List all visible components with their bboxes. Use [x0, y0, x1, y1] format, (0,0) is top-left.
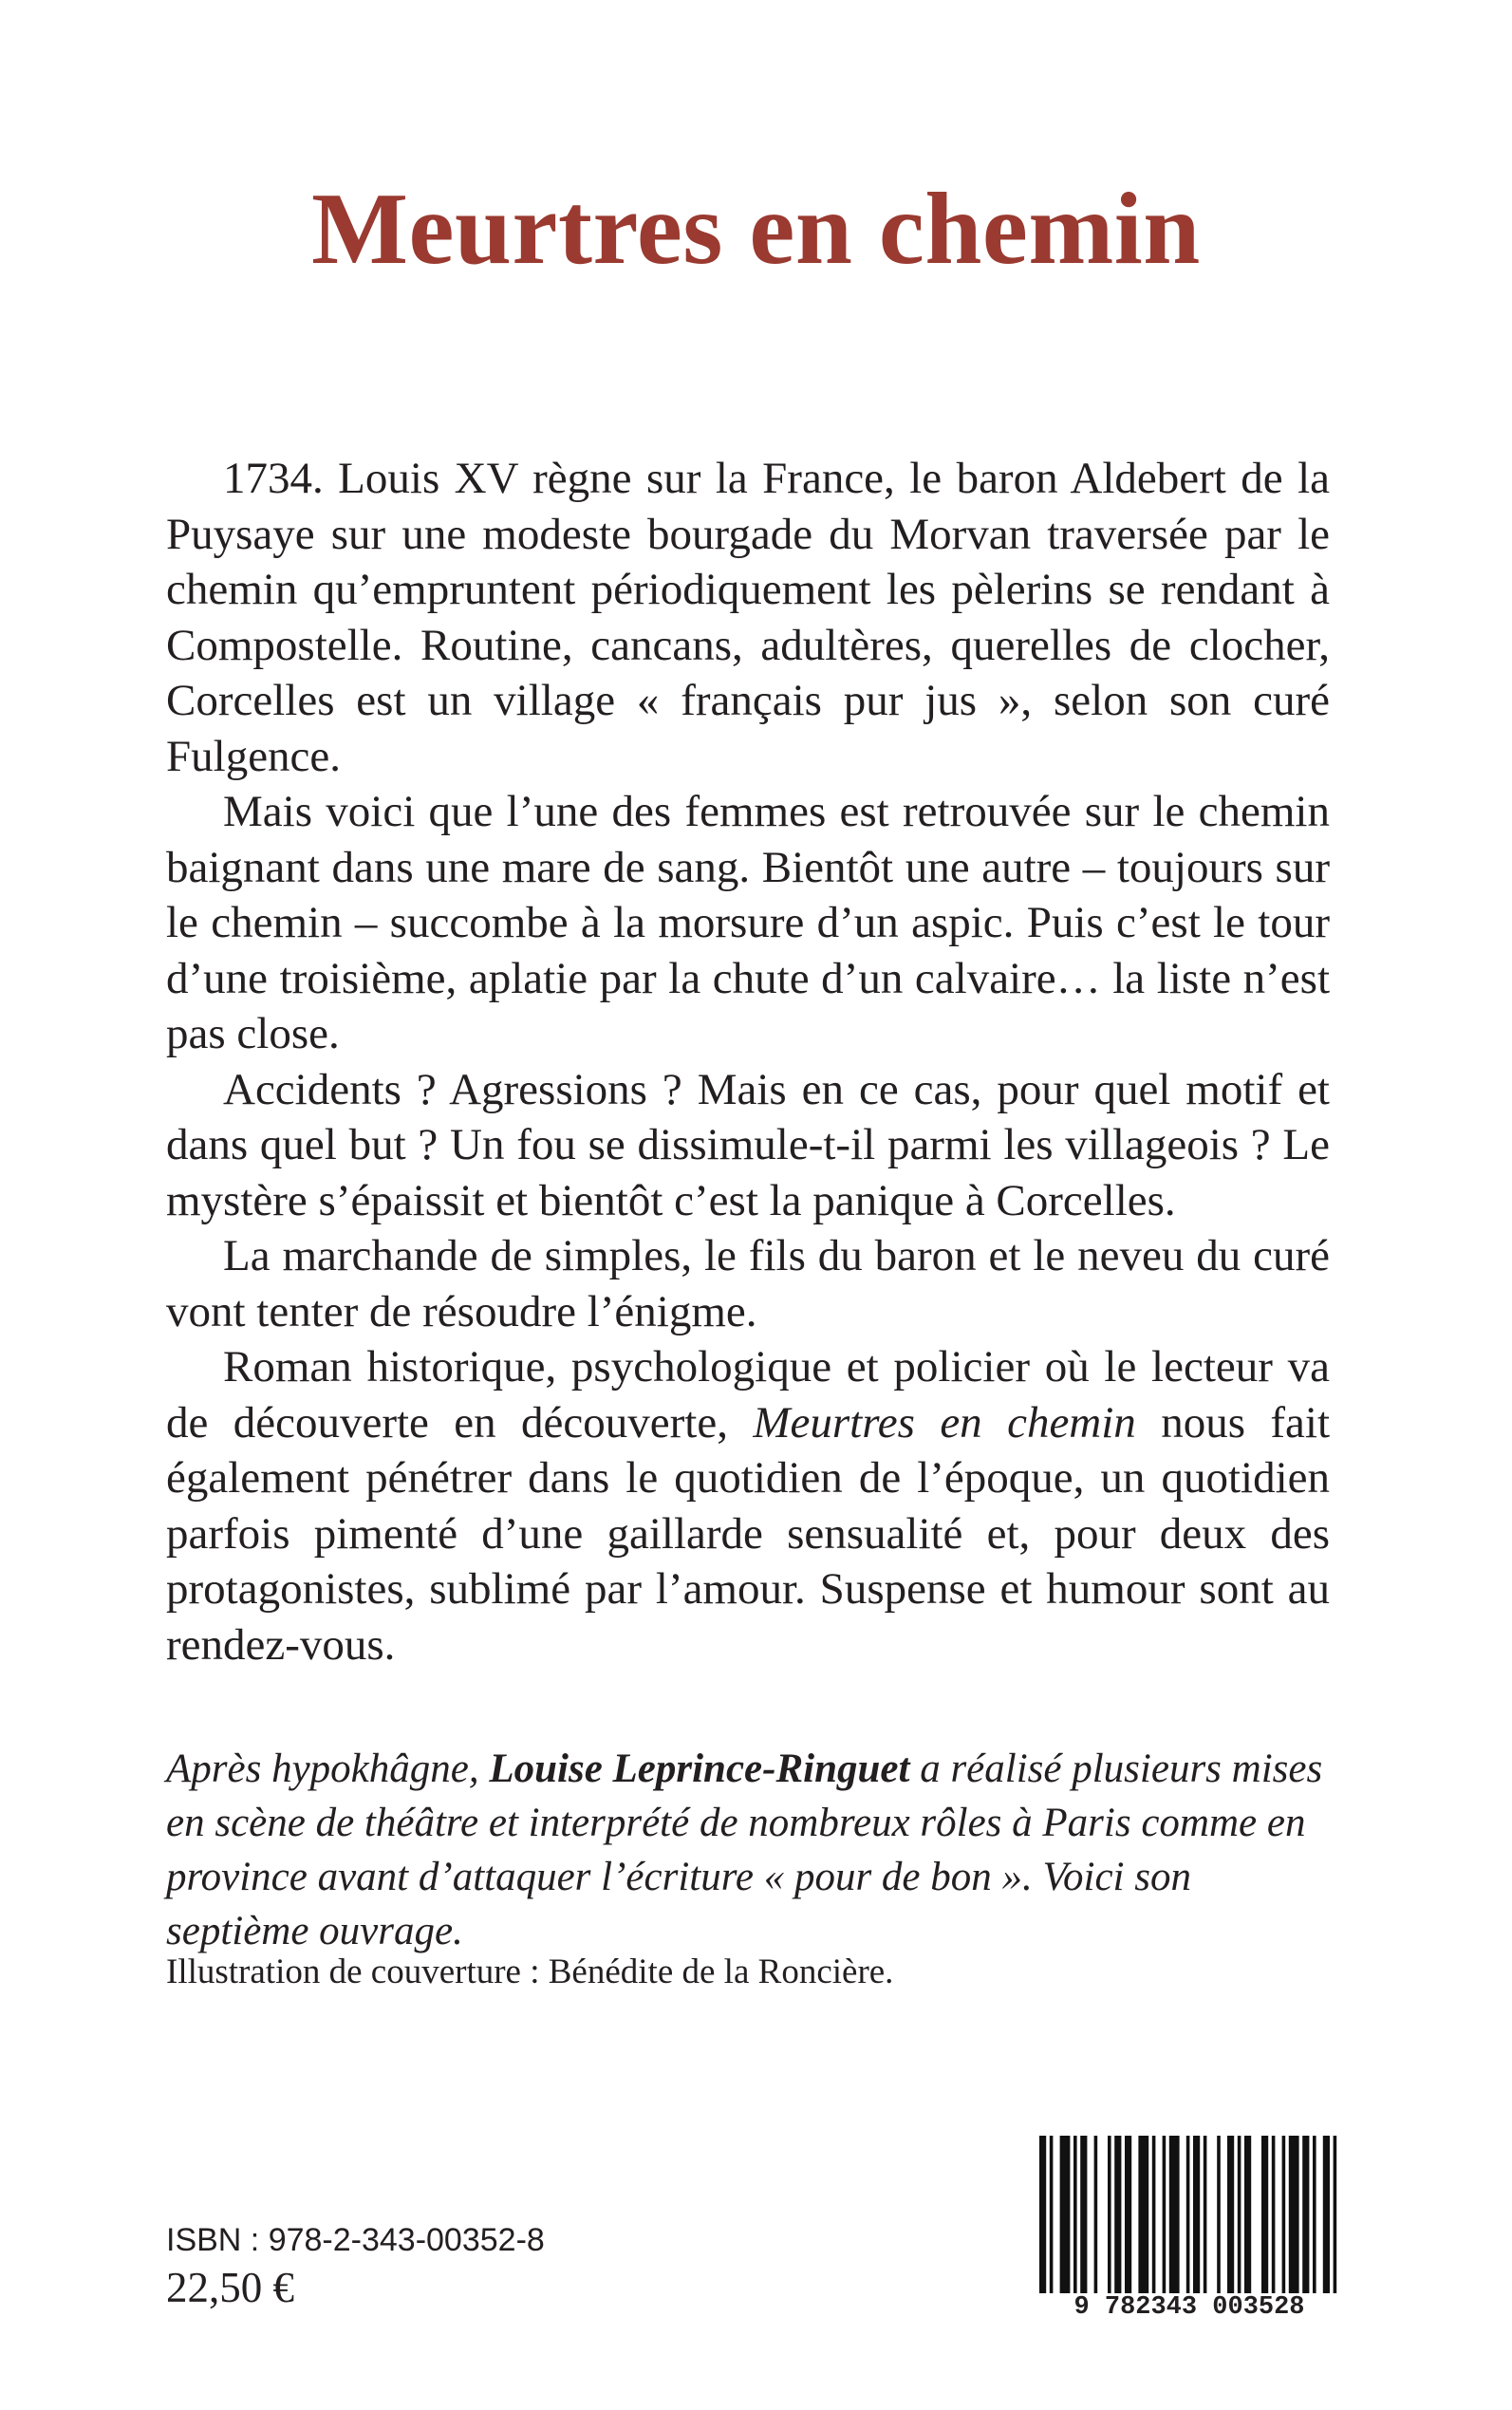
barcode-bar: [1108, 2136, 1111, 2297]
blurb-text: Roman historique, psychologique et policier où le lecteur va de découverte en découverte,: [166, 1342, 1330, 1448]
price: 22,50 €: [166, 2264, 294, 2311]
back-cover-blurb: [166, 451, 1330, 1672]
barcode-bar: [1080, 2136, 1087, 2297]
barcode-bar: [1050, 2136, 1054, 2297]
author-bio: [166, 1742, 1330, 1958]
barcode-bar: [1313, 2136, 1316, 2297]
author-bio-text: [166, 1742, 1330, 1958]
barcode-bar: [1289, 2136, 1299, 2297]
isbn: ISBN : 978-2-343-00352-8: [166, 2222, 545, 2258]
blurb-title-reference: Meurtres en chemin: [753, 1397, 1136, 1448]
barcode-bar: [1163, 2136, 1167, 2297]
barcode-bar: [1039, 2136, 1046, 2297]
barcode-bar: [1138, 2136, 1148, 2297]
barcode-bar: [1114, 2136, 1121, 2297]
barcode-digits: 9 782343 003528: [1030, 2293, 1349, 2322]
barcode-bar: [1282, 2136, 1286, 2297]
bio-text: a réalisé plusieurs mises en scène de théâtre et interprété de nombreux rôles à Paris comme en province avant d’attaquer l’écriture « pour de bon ». Voici son septième ouvrage.: [166, 1747, 1323, 1953]
barcode-bar: [1217, 2136, 1221, 2297]
blurb-paragraph: 1734. Louis XV règne sur la France, le baron Aldebert de la Puysaye sur une modeste bourgade du Morvan traversée par le chemin qu’empruntent périodiquement les pèlerins se rendant à Compostelle. Routine, cancans, adultères, querelles de clocher, Corcelles est un village « français pur jus », selon son curé Fulgence.: [166, 454, 1330, 781]
barcode-bar: [1227, 2136, 1234, 2297]
barcode-bar: [1169, 2136, 1180, 2297]
barcode-bar: [1323, 2136, 1330, 2297]
blurb-paragraph: Mais voici que l’une des femmes est retrouvée sur le chemin baignant dans une mare de sang. Bientôt une autre – toujours sur le chemin – succombe à la morsure d’un aspic. Puis c’est le tour d’une troisième, aplatie par la chute d’un calvaire… la liste n’est pas close.: [166, 787, 1330, 1058]
barcode-bar: [1272, 2136, 1276, 2297]
barcode-bar: [1238, 2136, 1241, 2297]
author-name: Louise Leprince-Ringuet: [489, 1747, 910, 1791]
book-title: Meurtres en chemin: [311, 173, 1201, 287]
barcode-bar: [1244, 2136, 1251, 2297]
barcode-bar: [1060, 2136, 1071, 2297]
barcode-bar: [1186, 2136, 1190, 2297]
blurb-paragraph: La marchande de simples, le fils du baron et le neveu du curé vont tenter de résoudre l’énigme.: [166, 1231, 1330, 1336]
barcode-bar: [1204, 2136, 1207, 2297]
illustration-credit: Illustration de couverture : Bénédite de la Roncière.: [166, 1952, 894, 1991]
barcode-bar: [1152, 2136, 1156, 2297]
bio-text: Après hypokhâgne,: [166, 1747, 479, 1791]
barcode-bar: [1334, 2136, 1337, 2297]
barcode-bar: [1193, 2136, 1200, 2297]
barcode: [1030, 2136, 1349, 2331]
blurb-paragraph: Accidents ? Agressions ? Mais en ce cas, pour quel motif et dans quel but ? Un fou se dissimule-t-il parmi les villageois ? Le mystère s’épaissit et bientôt c’est la panique à Corcelles.: [166, 1064, 1330, 1225]
barcode-bar: [1125, 2136, 1131, 2297]
blurb-text: nous fait également pénétrer dans le quotidien de l’époque, un quotidien parfois pimenté d’une gaillarde sensualité et, pour deux des protagonistes, sublimé par l’amour. Suspense et humour sont au rendez-vous.: [166, 1397, 1331, 1670]
barcode-bar: [1302, 2136, 1309, 2297]
barcode-bar: [1261, 2136, 1268, 2297]
barcode-bar: [1094, 2136, 1098, 2297]
blurb-paragraph: [166, 1339, 1330, 1672]
barcode-bar: [1073, 2136, 1077, 2297]
